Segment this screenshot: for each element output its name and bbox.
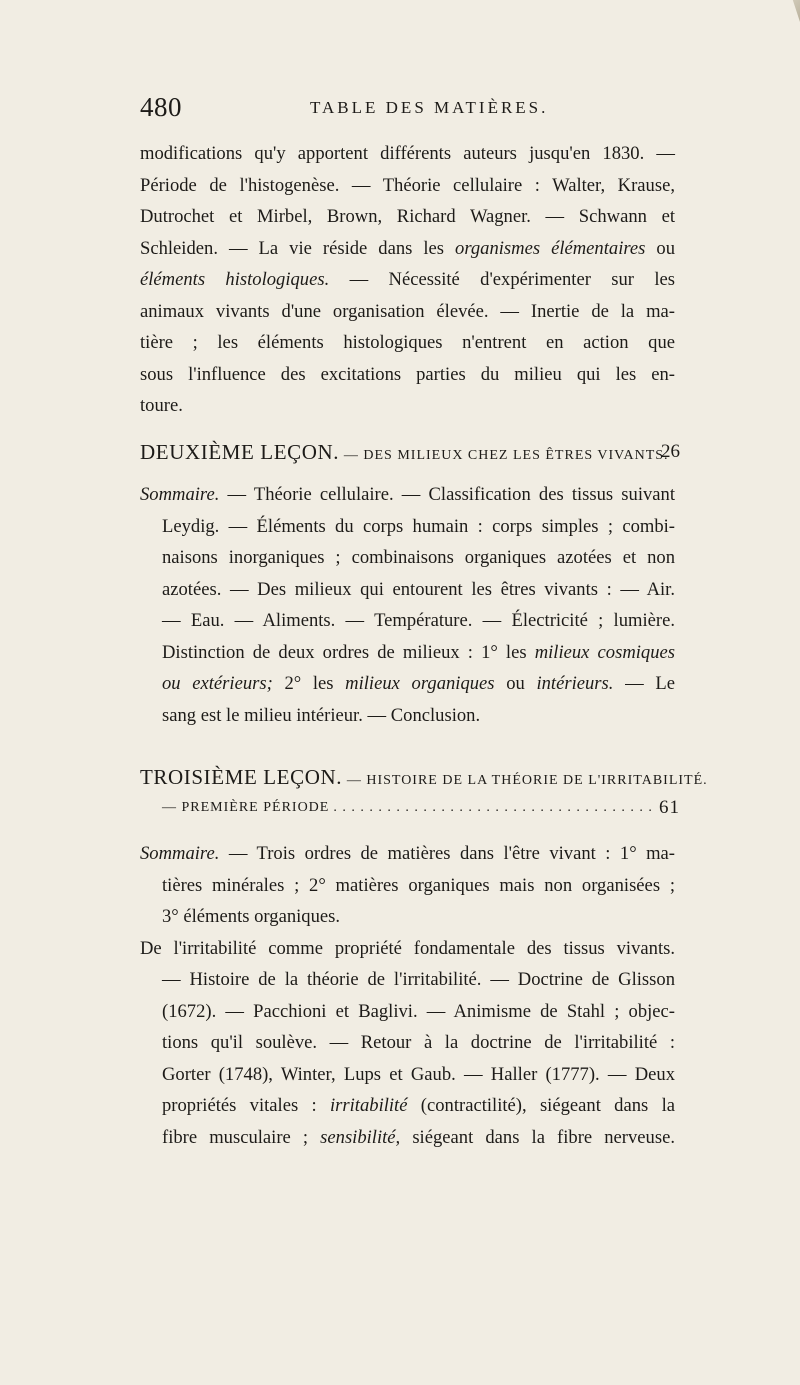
text-run: — Trois ordres de matières dans l'être vivant : 1° ma- xyxy=(219,843,675,864)
text-run: fibre musculaire ; xyxy=(162,1126,321,1148)
continuation-paragraph xyxy=(140,138,675,422)
text-line: — Eau. — Aliments. — Température. — Électricité ; lumière. xyxy=(162,610,675,631)
page-header xyxy=(140,92,700,132)
running-title: TABLE DES MATIÈRES. xyxy=(310,98,549,117)
lesson-3-title: TROISIÈME LEÇON. xyxy=(140,765,343,789)
text-line: toure. xyxy=(140,395,183,416)
text-run: ou xyxy=(645,237,675,259)
text-run: (contractilité), siégeant dans la xyxy=(407,1095,675,1116)
text-line xyxy=(140,637,675,669)
text-line: Gorter (1748), Winter, Lups et Gaub. — Haller (1777). — Deux xyxy=(162,1063,675,1085)
lesson-2-summary xyxy=(140,479,675,731)
italic-term: sensibilité, xyxy=(320,1126,401,1148)
text-line: sous l'influence des excitations parties du milieu qui les en- xyxy=(140,363,675,385)
page-corner-fold xyxy=(782,0,800,22)
italic-term: milieux cosmiques xyxy=(534,641,676,663)
text-line: Dutrochet et Mirbel, Brown, Richard Wagner. — Schwann et xyxy=(140,206,675,227)
text-run: propriétés vitales : xyxy=(162,1095,330,1116)
text-run: Schleiden. — La vie réside dans les xyxy=(140,237,456,259)
italic-term: milieux organiques xyxy=(345,673,495,694)
text-line: Période de l'histogenèse. — Théorie cellulaire : Walter, Krause, xyxy=(140,174,675,196)
text-line xyxy=(140,233,675,265)
lesson-3-subtitle: — HISTOIRE DE LA THÉORIE DE L'IRRITABILITÉ. xyxy=(346,773,708,788)
page-number: 480 xyxy=(140,92,182,122)
lesson-3-period: — PREMIÈRE PÉRIODE xyxy=(162,800,330,815)
lesson-3-summary xyxy=(140,838,675,1153)
italic-term: irritabilité xyxy=(330,1095,408,1116)
text-line: azotées. — Des milieux qui entourent les êtres vivants : — Air. xyxy=(162,578,675,600)
text-line xyxy=(140,838,675,870)
italic-term: ou extérieurs; xyxy=(162,673,273,694)
text-line: (1672). — Pacchioni et Baglivi. — Animisme de Stahl ; objec- xyxy=(162,1000,675,1022)
text-line: Leydig. — Éléments du corps humain : corps simples ; combi- xyxy=(162,515,675,537)
text-line: tions qu'il soulève. — Retour à la doctrine de l'irritabilité : xyxy=(162,1032,675,1053)
sommaire-label: Sommaire. xyxy=(140,484,220,505)
text-line xyxy=(140,479,675,511)
italic-term: éléments histologiques. xyxy=(140,269,330,290)
dot-leader xyxy=(333,793,655,823)
text-line: — Histoire de la théorie de l'irritabilité. — Doctrine de Glisson xyxy=(162,969,675,990)
text-line xyxy=(140,1090,675,1122)
lesson-3-page: 61 xyxy=(659,797,680,818)
lesson-2-page: 26 xyxy=(661,441,680,462)
text-run: 2° les xyxy=(272,673,346,694)
text-run: Distinction de deux ordres de milieux : 1° les xyxy=(162,641,535,663)
lesson-3-period-line xyxy=(140,793,680,823)
text-line xyxy=(140,1122,675,1154)
text-line xyxy=(140,264,675,296)
text-run: — Nécessité d'expérimenter sur les xyxy=(329,269,675,290)
text-line: modifications qu'y apportent différents auteurs jusqu'en 1830. — xyxy=(140,143,675,164)
lesson-2-title: DEUXIÈME LEÇON. xyxy=(140,440,340,464)
text-line: 3° éléments organiques. xyxy=(162,906,341,927)
text-line: animaux vivants d'une organisation élevée. — Inertie de la ma- xyxy=(140,300,675,322)
text-line: tière ; les éléments histologiques n'entrent en action que xyxy=(140,332,675,353)
text-line: naisons inorganiques ; combinaisons organiques azotées et non xyxy=(162,547,675,568)
lesson-2-subtitle: — DES MILIEUX CHEZ LES ÊTRES VIVANTS. xyxy=(343,448,669,463)
text-run: — Théorie cellulaire. — Classification des tissus suivant xyxy=(219,484,675,505)
text-run: — Le xyxy=(613,673,675,694)
lesson-2-heading xyxy=(140,435,680,473)
text-line: tières minérales ; 2° matières organiques mais non organisées ; xyxy=(162,874,675,896)
text-line: sang est le milieu intérieur. — Conclusion. xyxy=(162,704,481,726)
italic-term: intérieurs. xyxy=(536,673,614,694)
text-run: siégeant dans la fibre nerveuse. xyxy=(400,1126,675,1148)
italic-term: organismes élémentaires xyxy=(455,237,646,259)
text-line: De l'irritabilité comme propriété fondamentale des tissus vivants. xyxy=(140,937,675,959)
text-line xyxy=(140,668,675,700)
text-run: ou xyxy=(494,673,537,694)
sommaire-label: Sommaire. xyxy=(140,843,220,864)
